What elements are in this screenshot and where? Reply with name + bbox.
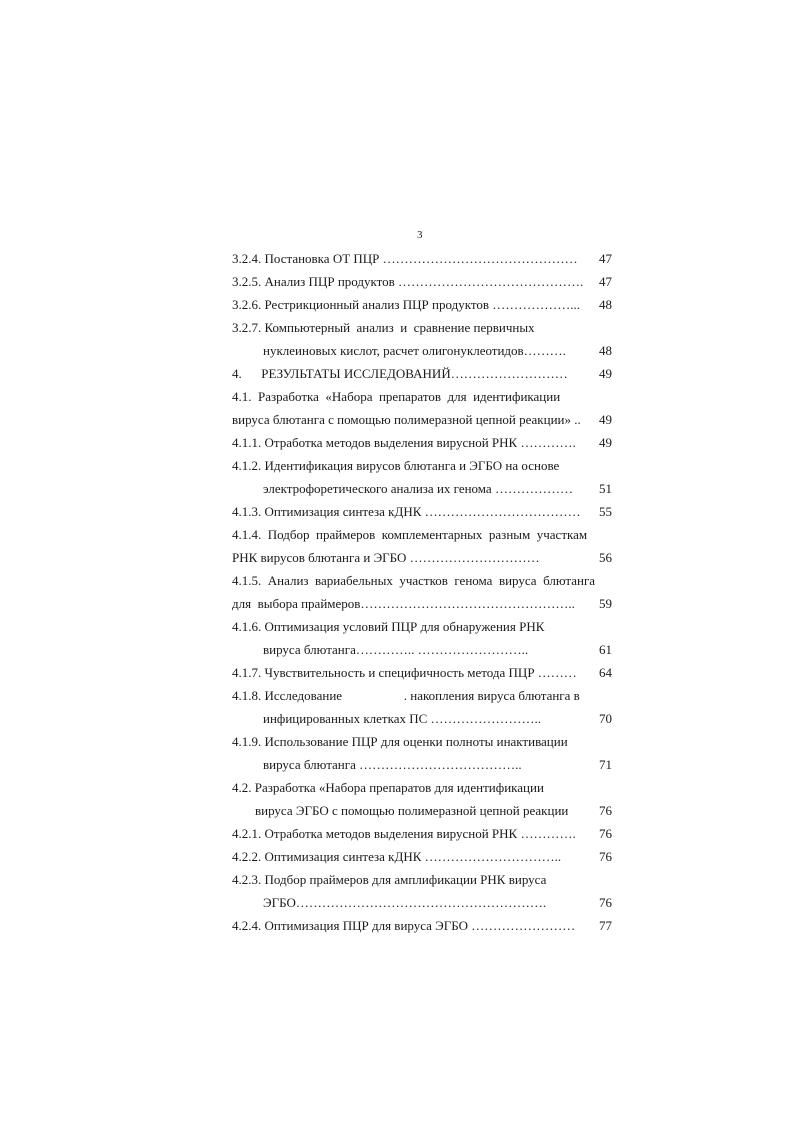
toc-entry-text: 4. РЕЗУЛЬТАТЫ ИССЛЕДОВАНИЙ……………………… [232, 366, 568, 381]
toc-entry-page: 49 [599, 366, 612, 381]
toc-entry-text: 3.2.4. Постановка ОТ ПЦР ……………………………………… [232, 251, 578, 266]
toc-entry-page: 49 [599, 435, 612, 450]
toc-entry-page: 49 [599, 412, 612, 427]
toc-entry-text: 4.2.2. Оптимизация синтеза кДНК ………………………….. [232, 849, 562, 864]
toc-entry-text: ЭГБО…………………………………………………. [263, 895, 547, 910]
toc-entry-page: 76 [599, 849, 612, 864]
toc-entry-page: 77 [599, 918, 612, 933]
toc-entry-text: 4.1.1. Отработка методов выделения вирусной РНК …………. [232, 435, 576, 450]
toc-entry-page: 47 [599, 251, 612, 266]
page-number: 3 [417, 229, 423, 241]
toc-entry-page: 48 [599, 297, 612, 312]
toc-entry-page: 59 [599, 596, 612, 611]
toc-entry-text: вируса блютанга ……………………………….. [263, 757, 522, 772]
toc-entry-text: 4.2.4. Оптимизация ПЦР для вируса ЭГБО …………………… [232, 918, 576, 933]
toc-entry-text: 4.1.5. Анализ вариабельных участков генома вируса блютанга [232, 573, 596, 588]
toc-entry-text: 4.2. Разработка «Набора препаратов для идентификации [232, 780, 544, 795]
toc-entry-text: 4.1.9. Использование ПЦР для оценки полноты инактивации [232, 734, 568, 749]
toc-entry-page: 61 [599, 642, 612, 657]
toc-entry-page: 70 [599, 711, 612, 726]
toc-entry-text: 3.2.6. Рестрикционный анализ ПЦР продуктов ………………... [232, 297, 580, 312]
toc-entry-page: 55 [599, 504, 612, 519]
toc-entry-page: 47 [599, 274, 612, 289]
toc-entry-text: 4.1.6. Оптимизация условий ПЦР для обнаружения РНК [232, 619, 545, 634]
toc-entry-page: 64 [599, 665, 612, 680]
toc-entry-text: 4.1.3. Оптимизация синтеза кДНК ……………………………… [232, 504, 581, 519]
toc-entry-page: 76 [599, 826, 612, 841]
toc-entry-text: вируса блютанга с помощью полимеразной цепной реакции» .. [232, 412, 581, 427]
toc-entry-text: 4.2.1. Отработка методов выделения вирусной РНК …………. [232, 826, 576, 841]
toc-entry-text: 4.1.8. Исследование . накопления вируса блютанга в [232, 688, 580, 703]
toc-entry-text: вируса блютанга………….. …………………….. [263, 642, 529, 657]
toc-entry-text: электрофоретического анализа их генома ……………… [263, 481, 573, 496]
toc-entry-text: 3.2.7. Компьютерный анализ и сравнение первичных [232, 320, 535, 335]
toc-entry-page: 71 [599, 757, 612, 772]
toc-entry-text: для выбора праймеров………………………………………….. [232, 596, 575, 611]
toc-entry-text: нуклеиновых кислот, расчет олигонуклеотидов………. [263, 343, 566, 358]
toc-entry-text: инфицированных клетках ПС …………………….. [263, 711, 542, 726]
toc-entry-page: 76 [599, 803, 612, 818]
toc-entry-text: 4.1.2. Идентификация вирусов блютанга и ЭГБО на основе [232, 458, 560, 473]
toc-entry-page: 48 [599, 343, 612, 358]
toc-entry-page: 56 [599, 550, 612, 565]
toc-entry-text: 4.1. Разработка «Набора препаратов для идентификации [232, 389, 561, 404]
toc-entry-page: 51 [599, 481, 612, 496]
toc-entry-text: 4.1.4. Подбор праймеров комплементарных разным участкам [232, 527, 588, 542]
toc-entry-page: 76 [599, 895, 612, 910]
toc-entry-text: 4.1.7. Чувствительность и специфичность метода ПЦР ……… [232, 665, 577, 680]
toc-entry-text: РНК вирусов блютанга и ЭГБО ………………………… [232, 550, 540, 565]
toc-entry-text: вируса ЭГБО с помощью полимеразной цепной реакции [255, 803, 569, 818]
toc-entry-text: 3.2.5. Анализ ПЦР продуктов ……………………………………. [232, 274, 584, 289]
toc-entry-text: 4.2.3. Подбор праймеров для амплификации РНК вируса [232, 872, 547, 887]
